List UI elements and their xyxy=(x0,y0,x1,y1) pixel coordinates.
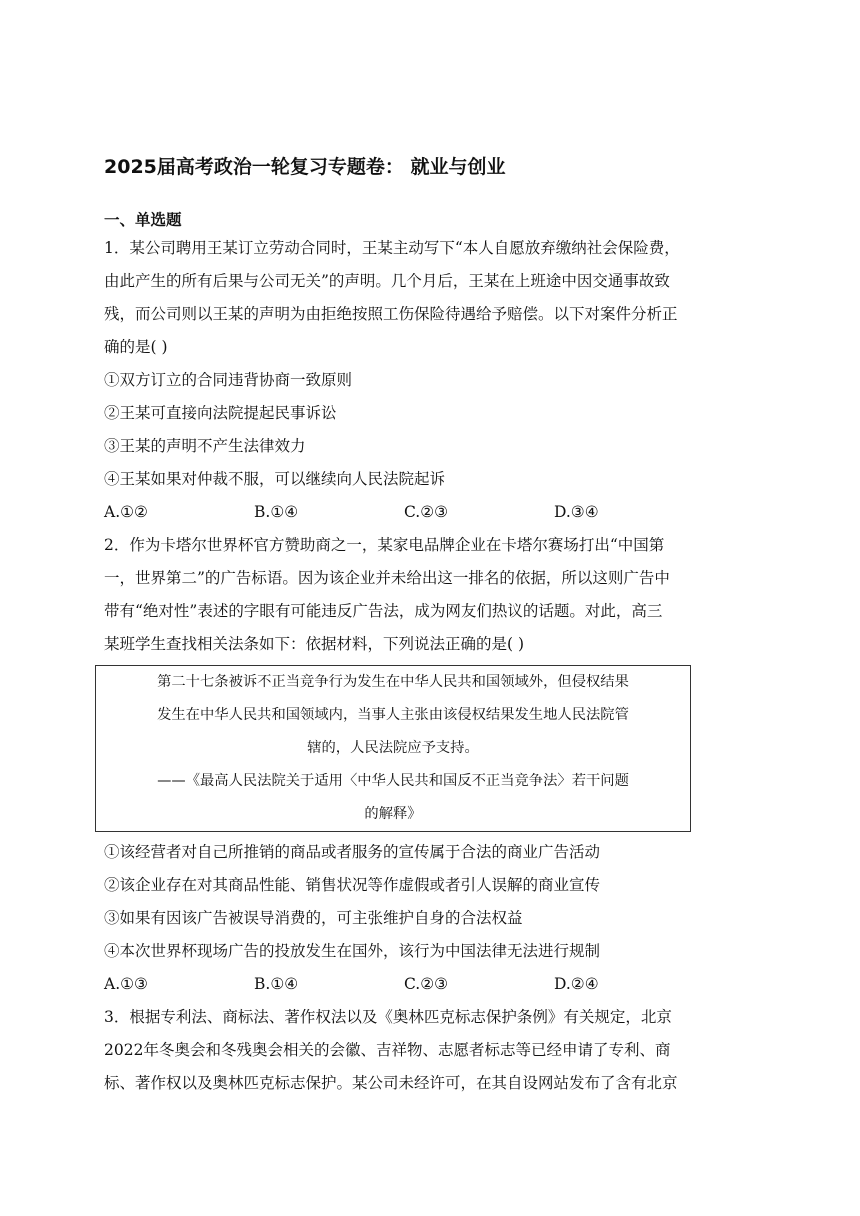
question-stem-line: 2．作为卡塔尔世界杯官方赞助商之一，某家电品牌企业在卡塔尔赛场打出“中国第 xyxy=(104,536,665,554)
option-c: C.②③ xyxy=(404,503,449,521)
quote-line: 辖的，人民法院应予支持。 xyxy=(307,740,479,756)
statement-item: ②王某可直接向法院提起民事诉讼 xyxy=(104,404,337,422)
statement-item: ①该经营者对自己所推销的商品或者服务的宣传属于合法的商业广告活动 xyxy=(104,843,601,861)
option-d: D.③④ xyxy=(554,503,599,521)
question-stem-line: 残，而公司则以王某的声明为由拒绝按照工伤保险待遇给予赔偿。以下对案件分析正 xyxy=(104,305,678,323)
question-stem-line: 确的是( ) xyxy=(104,338,168,356)
question-stem-line: 由此产生的所有后果与公司无关”的声明。几个月后，王某在上班途中因交通事故致 xyxy=(104,272,670,290)
question-stem-line: 带有“绝对性”表述的字眼有可能违反广告法，成为网友们热议的话题。对此，高三 xyxy=(104,602,663,620)
option-a: A.①③ xyxy=(104,975,148,993)
quote-line: 第二十七条被诉不正当竞争行为发生在中华人民共和国领域外，但侵权结果 xyxy=(157,674,629,690)
statement-item: ④王某如果对仲裁不服，可以继续向人民法院起诉 xyxy=(104,470,446,488)
option-b: B.①④ xyxy=(254,503,299,521)
section-heading: 一、单选题 xyxy=(104,211,182,229)
question-2 xyxy=(104,529,754,1001)
question-stem-line: 3．根据专利法、商标法、著作权法以及《奥林匹克标志保护条例》有关规定，北京 xyxy=(104,1008,672,1026)
answer-options xyxy=(104,496,754,529)
question-3 xyxy=(104,1001,754,1100)
question-stem-line: 1．某公司聘用王某订立劳动合同时，王某主动写下“本人自愿放弃缴纳社会保险费， xyxy=(104,239,680,257)
question-stem-line: 2022年冬奥会和冬残奥会相关的会徽、吉祥物、志愿者标志等已经申请了专利、商 xyxy=(104,1041,671,1059)
statement-item: ①双方订立的合同违背协商一致原则 xyxy=(104,371,353,389)
quote-source-line: ——《最高人民法院关于适用〈中华人民共和国反不正当竞争法〉若干问题 xyxy=(157,773,629,789)
statement-item: ②该企业存在对其商品性能、销售状况等作虚假或者引人误解的商业宣传 xyxy=(104,876,601,894)
statement-item: ③如果有因该广告被误导消费的，可主张维护自身的合法权益 xyxy=(104,909,523,927)
quote-line: 发生在中华人民共和国领域内，当事人主张由该侵权结果发生地人民法院管 xyxy=(157,707,629,723)
question-stem-line: 标、著作权以及奥林匹克标志保护。某公司未经许可，在其自设网站发布了含有北京 xyxy=(104,1074,678,1092)
legal-quote-box xyxy=(95,665,691,832)
question-stem-line: 一，世界第二”的广告标语。因为该企业并未给出这一排名的依据，所以这则广告中 xyxy=(104,569,670,587)
option-d: D.②④ xyxy=(554,975,599,993)
statement-item: ④本次世界杯现场广告的投放发生在国外，该行为中国法律无法进行规制 xyxy=(104,942,601,960)
question-stem-line: 某班学生查找相关法条如下：依据材料，下列说法正确的是( ) xyxy=(104,635,525,653)
option-b: B.①④ xyxy=(254,975,299,993)
option-c: C.②③ xyxy=(404,975,449,993)
question-1 xyxy=(104,232,754,529)
statement-item: ③王某的声明不产生法律效力 xyxy=(104,437,306,455)
answer-options xyxy=(104,968,754,1001)
option-a: A.①② xyxy=(104,503,148,521)
question-flow xyxy=(104,232,754,1100)
document-title: 2025届高考政治一轮复习专题卷： 就业与创业 xyxy=(104,156,506,178)
quote-source-line: 的解释》 xyxy=(364,806,422,822)
